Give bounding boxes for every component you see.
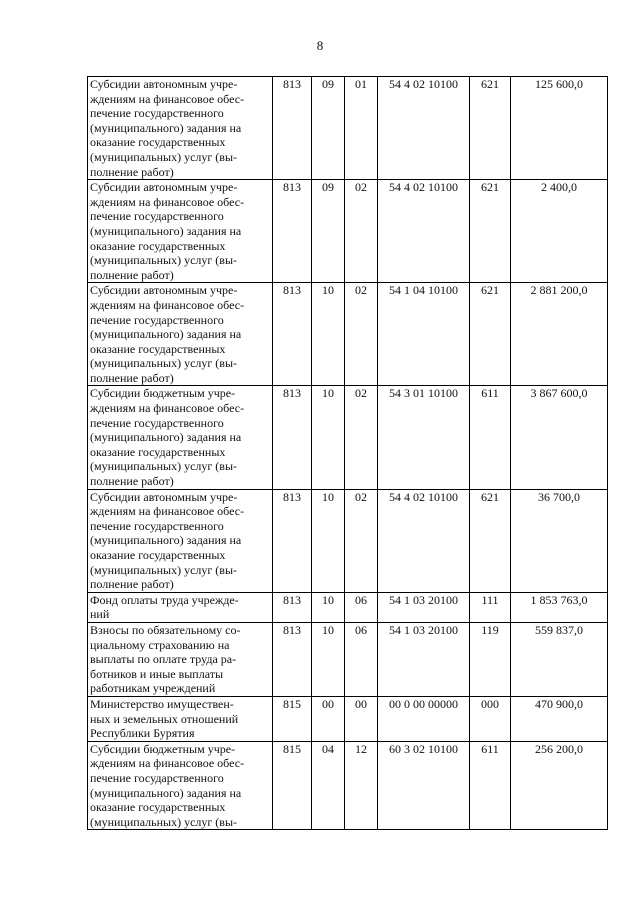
grbs-code-cell: 815: [273, 741, 312, 830]
table-row: [88, 592, 608, 622]
grbs-code-cell: 813: [273, 592, 312, 622]
target-article-cell: 54 1 03 20100: [378, 622, 470, 696]
subsection-code-cell: 02: [345, 180, 378, 283]
section-code-cell: 10: [312, 283, 345, 386]
page-number: 8: [316, 38, 324, 53]
section-code-cell: 09: [312, 77, 345, 180]
amount-cell: 559 837,0: [511, 622, 608, 696]
row-name-cell: Субсидии автономным учре- ждениям на финансовое обес- печение государственного (муниципального) задания на оказание государственных (муниципальных) услуг (вы- полнение работ): [88, 489, 273, 592]
amount-cell: 256 200,0: [511, 741, 608, 830]
target-article-cell: 54 1 03 20100: [378, 592, 470, 622]
subsection-code-cell: 01: [345, 77, 378, 180]
row-name-cell: Взносы по обязательному со- циальному страхованию на выплаты по оплате труда ра- ботников и иные выплаты работникам учреждений: [88, 622, 273, 696]
expense-type-cell: 119: [470, 622, 511, 696]
row-name-cell: Субсидии автономным учре- ждениям на финансовое обес- печение государственного (муниципального) задания на оказание государственных (муниципальных) услуг (вы- полнение работ): [88, 77, 273, 180]
table-row: [88, 622, 608, 696]
subsection-code-cell: 02: [345, 386, 378, 489]
table-row: [88, 77, 608, 180]
amount-cell: 3 867 600,0: [511, 386, 608, 489]
row-name-cell: Субсидии бюджетным учре- ждениям на финансовое обес- печение государственного (муниципального) задания на оказание государственных (муниципальных) услуг (вы-: [88, 741, 273, 830]
expense-type-cell: 621: [470, 283, 511, 386]
row-name-cell: Субсидии автономным учре- ждениям на финансовое обес- печение государственного (муниципального) задания на оказание государственных (муниципальных) услуг (вы- полнение работ): [88, 180, 273, 283]
grbs-code-cell: 815: [273, 696, 312, 741]
section-code-cell: 00: [312, 696, 345, 741]
section-code-cell: 09: [312, 180, 345, 283]
budget-table: [87, 76, 608, 830]
section-code-cell: 10: [312, 489, 345, 592]
section-code-cell: 10: [312, 622, 345, 696]
target-article-cell: 60 3 02 10100: [378, 741, 470, 830]
amount-cell: 125 600,0: [511, 77, 608, 180]
grbs-code-cell: 813: [273, 180, 312, 283]
table-row: [88, 489, 608, 592]
row-name-cell: Субсидии автономным учре- ждениям на финансовое обес- печение государственного (муниципального) задания на оказание государственных (муниципальных) услуг (вы- полнение работ): [88, 283, 273, 386]
expense-type-cell: 621: [470, 77, 511, 180]
grbs-code-cell: 813: [273, 77, 312, 180]
expense-type-cell: 611: [470, 386, 511, 489]
target-article-cell: 54 3 01 10100: [378, 386, 470, 489]
amount-cell: 36 700,0: [511, 489, 608, 592]
section-code-cell: 10: [312, 386, 345, 489]
row-name-cell: Фонд оплаты труда учрежде- ний: [88, 592, 273, 622]
table-row: [88, 283, 608, 386]
grbs-code-cell: 813: [273, 622, 312, 696]
target-article-cell: 54 4 02 10100: [378, 180, 470, 283]
target-article-cell: 54 4 02 10100: [378, 489, 470, 592]
subsection-code-cell: 06: [345, 592, 378, 622]
expense-type-cell: 611: [470, 741, 511, 830]
table-row: [88, 180, 608, 283]
target-article-cell: 00 0 00 00000: [378, 696, 470, 741]
subsection-code-cell: 06: [345, 622, 378, 696]
table-row: [88, 386, 608, 489]
row-name-cell: Субсидии бюджетным учре- ждениям на финансовое обес- печение государственного (муниципального) задания на оказание государственных (муниципальных) услуг (вы- полнение работ): [88, 386, 273, 489]
subsection-code-cell: 00: [345, 696, 378, 741]
expense-type-cell: 111: [470, 592, 511, 622]
amount-cell: 1 853 763,0: [511, 592, 608, 622]
amount-cell: 470 900,0: [511, 696, 608, 741]
table-row: [88, 741, 608, 830]
subsection-code-cell: 02: [345, 489, 378, 592]
section-code-cell: 04: [312, 741, 345, 830]
grbs-code-cell: 813: [273, 283, 312, 386]
grbs-code-cell: 813: [273, 386, 312, 489]
budget-table-body: [88, 77, 608, 830]
amount-cell: 2 881 200,0: [511, 283, 608, 386]
expense-type-cell: 621: [470, 180, 511, 283]
target-article-cell: 54 1 04 10100: [378, 283, 470, 386]
subsection-code-cell: 02: [345, 283, 378, 386]
expense-type-cell: 000: [470, 696, 511, 741]
table-row: [88, 696, 608, 741]
amount-cell: 2 400,0: [511, 180, 608, 283]
grbs-code-cell: 813: [273, 489, 312, 592]
expense-type-cell: 621: [470, 489, 511, 592]
subsection-code-cell: 12: [345, 741, 378, 830]
row-name-cell: Министерство имуществен- ных и земельных отношений Республики Бурятия: [88, 696, 273, 741]
target-article-cell: 54 4 02 10100: [378, 77, 470, 180]
section-code-cell: 10: [312, 592, 345, 622]
